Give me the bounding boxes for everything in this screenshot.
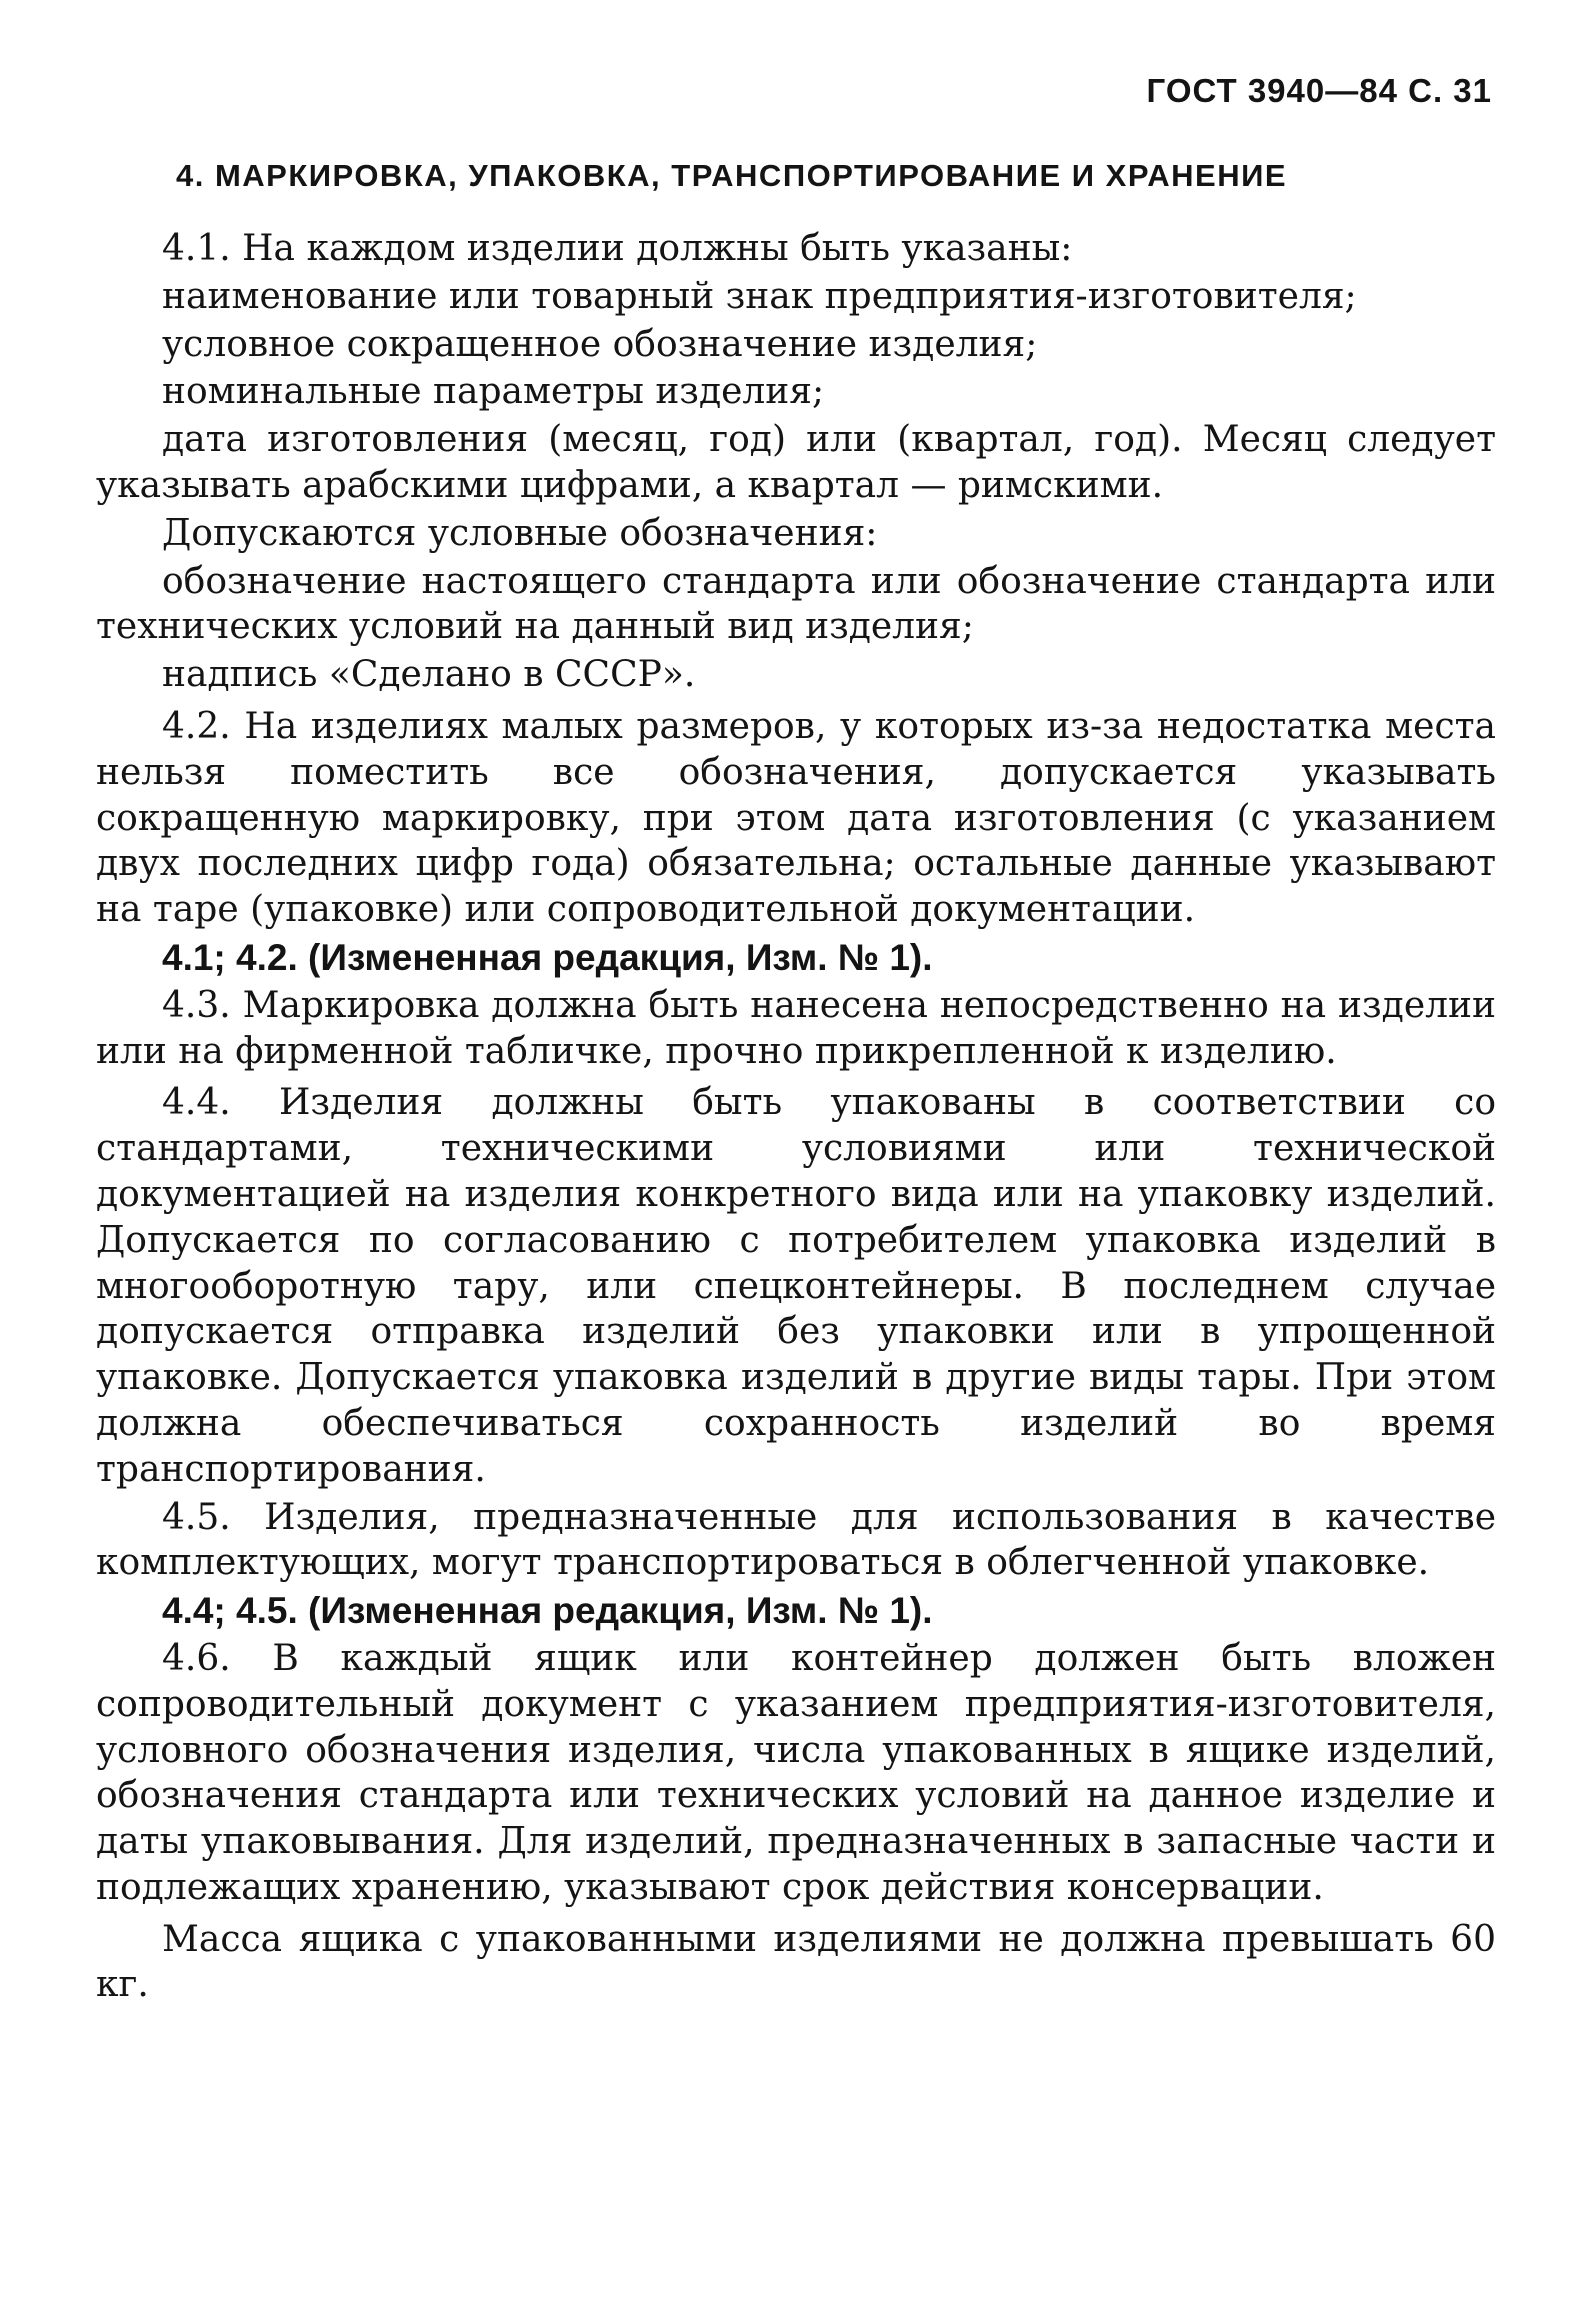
section-title: 4. МАРКИРОВКА, УПАКОВКА, ТРАНСПОРТИРОВАНИЕ И ХРАНЕНИЕ [176, 158, 1288, 193]
paragraph-4-3: 4.3. Маркировка должна быть нанесена непосредственно на изделии или на фирменной табличке, прочно прикрепленной к изделию. [96, 984, 1496, 1072]
paragraph-4-2: 4.2. На изделиях малых размеров, у которых из-за недостатка места нельзя поместить все обозначения, допускается указывать сокращенную маркировку, при этом дата изготовления (с указанием двух последних цифр года) обязательна; остальные данные указывают на таре (упаковке) или сопроводительной документации. [96, 705, 1496, 931]
list-item: номинальные параметры изделия; [162, 371, 825, 413]
list-item: дата изготовления (месяц, год) или (квартал, год). Месяц следует указывать арабскими цифрами, а квартал — римскими. [96, 419, 1496, 506]
list-item: надпись «Сделано в СССР». [162, 654, 696, 696]
paragraph-4-6: 4.6. В каждый ящик или контейнер должен быть вложен сопроводительный документ с указанием предприятия-изготовителя, условного обозначения изделия, числа упакованных в ящике изделий, обозначения стандарта или технических условий на данное изделие и даты упаковывания. Для изделий, предназначенных в запасные части и подлежащих хранению, указывают срок действия консервации. [96, 1637, 1496, 1908]
amendment-note: 4.4; 4.5. (Измененная редакция, Изм. № 1). [162, 1590, 933, 1632]
list-item: наименование или товарный знак предприятия-изготовителя; [162, 275, 1357, 317]
document-body [96, 226, 1496, 2010]
list-item: условное сокращенное обозначение изделия; [162, 323, 1038, 365]
paragraph-4-5: 4.5. Изделия, предназначенные для использования в качестве комплектующих, могут транспортироваться в облегченной упаковке. [96, 1496, 1496, 1584]
amendment-note: 4.1; 4.2. (Измененная редакция, Изм. № 1). [162, 936, 933, 978]
paragraph-4-1: 4.1. На каждом изделии должны быть указаны: [162, 228, 1073, 269]
paragraph-4-4: 4.4. Изделия должны быть упакованы в соответствии со стандартами, техническими условиями или технической документацией на изделия конкретного вида или на упаковку изделий. Допускается по согласованию с потребителем упаковка изделий в многооборотную тару, или спецконтейнеры. В последнем случае допускается отправка изделий без упаковки или в упрощенной упаковке. Допускается упаковка изделий в другие виды тары. При этом должна обеспечиваться сохранность изделий во время транспортирования. [96, 1082, 1496, 1490]
paragraph-mass-limit: Масса ящика с упакованными изделиями не должна превышать 60 кг. [96, 1918, 1496, 2006]
paragraph-text: Допускаются условные обозначения: [162, 512, 878, 554]
list-item: обозначение настоящего стандарта или обозначение стандарта или технических условий на данный вид изделия; [96, 560, 1496, 648]
page-header: ГОСТ 3940—84 С. 31 [1146, 72, 1492, 109]
